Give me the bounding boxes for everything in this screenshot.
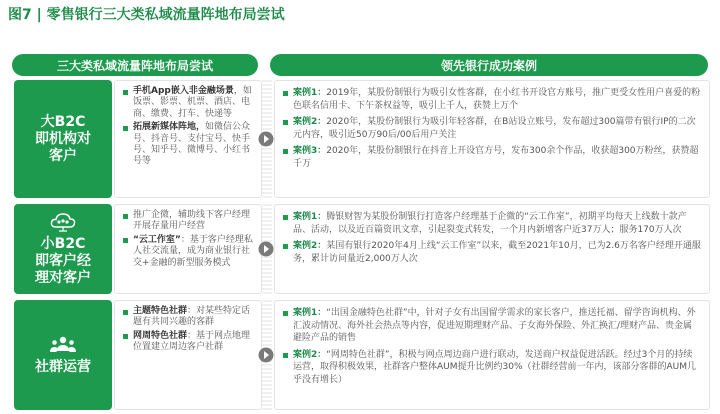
case-list — [274, 204, 710, 294]
strategy-point: 主题特色社群：对某些特定话题有共同兴趣的客群 — [123, 306, 257, 329]
arrow-right-icon — [258, 131, 274, 147]
strategy-point: 网周特色社群：基于网点地理位置建立周边客户社群 — [123, 331, 257, 354]
case-item: 案例1：“出国金融特色社群”中，针对子女有出国留学需求的家长客户，推送托福、留学咨询机构、外汇波动情况、海外社会热点等内容，促进短期理财产品、子女海外保险、外汇换汇/理财产品、贵金属避险产品的销售 — [281, 307, 701, 345]
strategy-description — [114, 80, 262, 198]
category-card — [14, 300, 112, 410]
row-community — [10, 300, 710, 410]
case-item: 案例2：某国有银行2020年4月上线“云工作室”以来，截至2021年10月，已为2.6万名客户经理开通服务，累计访问量近2,000万人次 — [281, 240, 701, 265]
arrow-right-icon — [258, 241, 274, 257]
strategy-description — [114, 204, 262, 294]
case-item: 案例2：2020年，某股份制银行为吸引年轻客群，在B站设立账号，发布超过300篇带有银行IP的二次元内容，吸引近50万90后/00后用户关注 — [281, 116, 701, 141]
strategy-point: “云工作室”：基于客户经理私人社交流量，成为商业银行社交+金融的新型服务模式 — [123, 235, 257, 269]
strategy-point: 手机App嵌入非金融场景，如饭票、影票、机票、酒店、电商、缴费、打车、快递等 — [123, 86, 257, 120]
strategy-description — [114, 300, 262, 410]
case-list — [274, 80, 710, 198]
category-card — [14, 204, 112, 294]
right-column-header: 领先银行成功案例 — [270, 54, 708, 76]
category-label: 社群运营 — [35, 358, 91, 375]
row-big-b2c — [10, 80, 710, 198]
arrow-right-icon — [258, 347, 274, 363]
community-icon — [49, 335, 77, 355]
case-item: 案例1：腾银财智为某股份制银行打造客户经理基于企微的“云工作室”，初期平均每天上线数十款产品、活动，以及近百篇资讯文章，引起裂变式转发，一个月内新增客户近37万人；服务170万人次 — [281, 211, 701, 236]
strategy-point: 推广企微，辅助线下客户经理开展存量用户经营 — [123, 210, 257, 233]
case-item: 案例1：2019年，某股份制银行为吸引女性客群，在小红书开设官方账号，推广更受女性用户喜爱的粉色联名信用卡、下午茶权益等，吸引上千人，获赞上万个 — [281, 87, 701, 112]
category-label: 小B2C 即客户经 理对客户 — [35, 235, 91, 286]
cloud-users-icon — [50, 212, 76, 232]
row-small-b2c — [10, 204, 710, 294]
strategy-point: 拓展新媒体阵地，如微信公众号、抖音号、支付宝号、快手号、知乎号、微博号、小红书号等 — [123, 122, 257, 168]
figure-title: 图7 | 零售银行三大类私域流量阵地布局尝试 — [8, 7, 285, 23]
case-item: 案例2：“网周特色社群”，积极与网点周边商户进行联动，发送商户权益促进活跃。经过3个月的持续运营，取得积极效果，社群客户整体AUM提升比例约30%（社群经营前一年内，该部分客群的AUM几乎没有增长） — [281, 349, 701, 387]
category-card — [14, 80, 112, 198]
left-column-header: 三大类私域流量阵地布局尝试 — [12, 54, 258, 76]
case-list — [274, 300, 710, 410]
case-item: 案例3：2020年，某股份制银行在抖音上开设官方号，发布300余个作品，收获超300万粉丝，获赞超千万 — [281, 145, 701, 170]
category-label: 大B2C 即机构对 客户 — [35, 113, 91, 164]
